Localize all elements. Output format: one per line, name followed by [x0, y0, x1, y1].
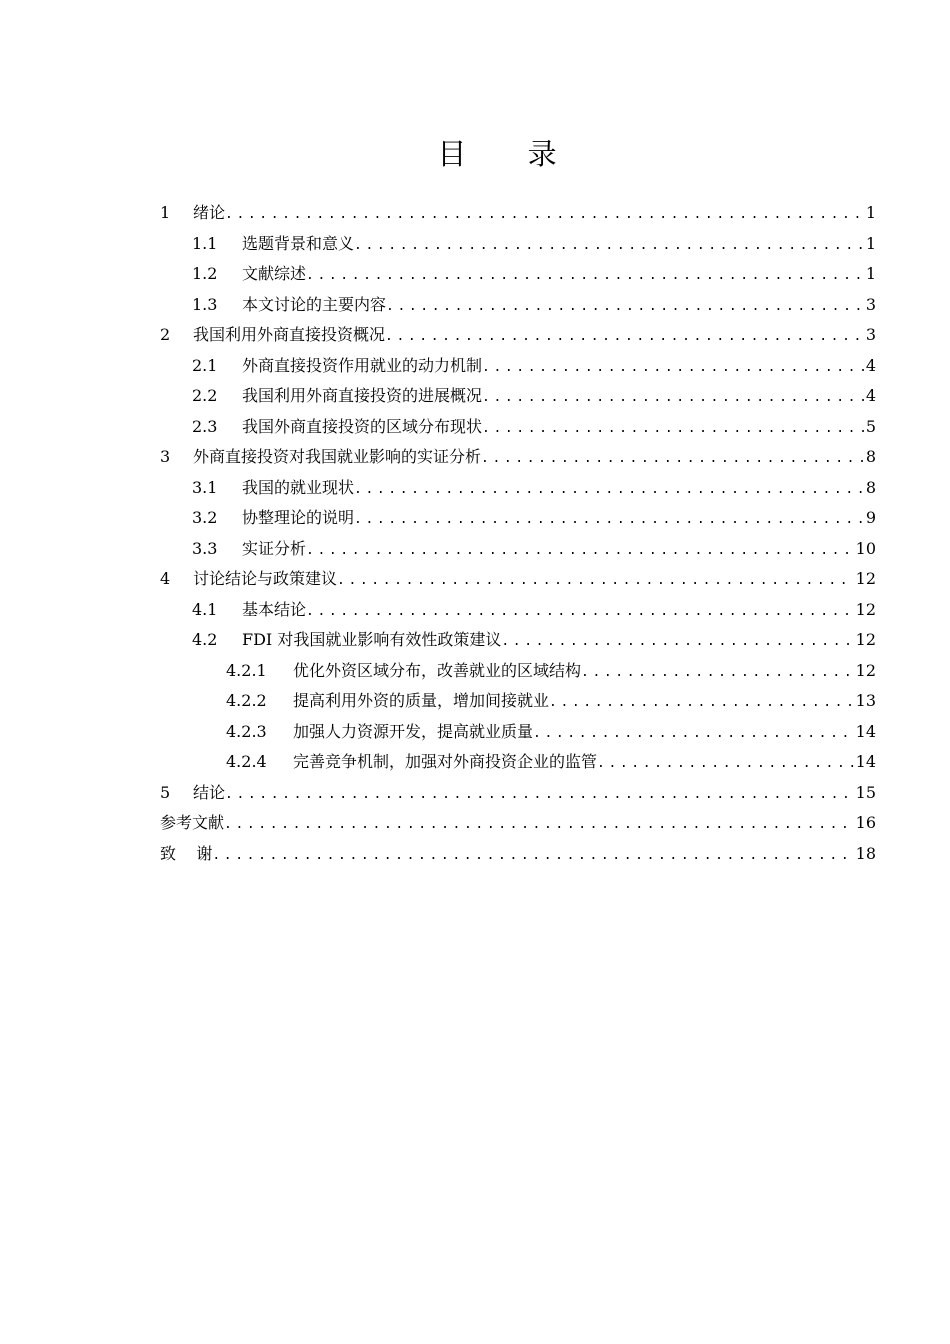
toc-entry-label: 参考文献 [160, 813, 225, 832]
toc-dot-leader [581, 658, 854, 687]
toc-entry-page-number: 18 [855, 843, 876, 863]
toc-entry-page-number: 8 [865, 447, 876, 466]
toc-entry-page-number: 12 [855, 660, 876, 680]
toc-entry-label: 外商直接投资作用就业的动力机制 [242, 355, 483, 375]
toc-entry-number: 4.2 [192, 630, 218, 649]
toc-dot-leader [225, 780, 854, 809]
toc-dot-leader [482, 353, 864, 382]
toc-entry-number: 1 [160, 203, 171, 222]
toc-entry[interactable] [160, 259, 876, 290]
toc-entry-label: 优化外资区域分布，改善就业的区域结构 [293, 660, 582, 680]
toc-dot-leader [385, 322, 864, 351]
toc-entry[interactable] [160, 351, 876, 382]
toc-entry-page-number: 16 [855, 813, 876, 832]
toc-entry[interactable] [160, 229, 876, 260]
toc-entry-number: 4 [160, 569, 171, 588]
toc-entry-page-number: 1 [865, 203, 876, 222]
toc-entry-number: 2.3 [192, 416, 218, 436]
toc-dot-leader [354, 505, 864, 534]
toc-entry-label: 协整理论的说明 [242, 508, 355, 527]
toc-entry-page-number: 1 [865, 233, 876, 253]
toc-entry-page-number: 12 [855, 569, 876, 588]
toc-entry[interactable] [160, 595, 876, 626]
toc-entry-label: 讨论结论与政策建议 [193, 569, 338, 588]
toc-entry[interactable] [160, 198, 876, 229]
toc-entry-page-number: 8 [865, 477, 876, 497]
toc-entry[interactable] [160, 290, 876, 321]
toc-entry[interactable] [160, 503, 876, 534]
toc-entry[interactable] [160, 320, 876, 351]
toc-entry-number: 2.2 [192, 386, 218, 405]
toc-entry-page-number: 12 [855, 630, 876, 649]
toc-entry-page-number: 10 [855, 538, 876, 558]
toc-entry-number: 1.3 [192, 294, 218, 314]
toc-dot-leader [597, 749, 854, 778]
toc-entry-page-number: 15 [855, 782, 876, 802]
toc-entry-number: 3.2 [192, 508, 218, 527]
toc-entry-page-number: 3 [865, 325, 876, 344]
toc-entry[interactable] [160, 625, 876, 656]
toc-entry-page-number: 9 [865, 508, 876, 527]
toc-dot-leader [501, 627, 853, 656]
toc-entry-label: 文献综述 [242, 264, 307, 283]
toc-entry-page-number: 14 [855, 752, 876, 771]
toc-entry-number: 1.1 [192, 233, 218, 253]
toc-entry[interactable] [160, 412, 876, 443]
toc-entry-number: 2 [160, 325, 171, 344]
toc-entry[interactable] [160, 564, 876, 595]
toc-entry-label: 提高利用外资的质量，增加间接就业 [293, 691, 550, 710]
toc-entry-page-number: 4 [865, 386, 876, 405]
toc-entry[interactable] [160, 381, 876, 412]
toc-dot-leader [306, 597, 854, 626]
toc-entry[interactable] [160, 839, 876, 870]
toc-entry[interactable] [160, 442, 876, 473]
toc-entry-label: 结论 [193, 782, 226, 802]
toc-entry-label: 外商直接投资对我国就业影响的实证分析 [193, 447, 482, 466]
toc-entry-label: FDI 对我国就业影响有效性政策建议 [242, 630, 502, 649]
toc-entry-label: 我国利用外商直接投资的进展概况 [242, 386, 483, 405]
toc-entry-page-number: 14 [855, 721, 876, 741]
toc-entry-label: 我国利用外商直接投资概况 [193, 325, 386, 344]
toc-entry-page-number: 12 [855, 599, 876, 619]
toc-entry[interactable] [160, 656, 876, 687]
toc-entry-number: 3.3 [192, 538, 218, 558]
toc-entry[interactable] [160, 717, 876, 748]
toc-title: 目 录 [437, 137, 583, 171]
toc-entry-label: 实证分析 [242, 538, 307, 558]
toc-entry-page-number: 3 [865, 294, 876, 314]
toc-entry-label: 基本结论 [242, 599, 307, 619]
toc-entry-number: 4.1 [192, 599, 218, 619]
toc-list [160, 198, 876, 869]
toc-entry[interactable] [160, 686, 876, 717]
toc-dot-leader [337, 566, 854, 595]
toc-entry[interactable] [160, 808, 876, 839]
toc-dot-leader [533, 719, 854, 748]
toc-entry[interactable] [160, 747, 876, 778]
toc-entry-page-number: 1 [865, 264, 876, 283]
toc-entry-number: 1.2 [192, 264, 218, 283]
toc-dot-leader [482, 414, 864, 443]
toc-dot-leader [212, 841, 853, 870]
toc-entry-label: 我国外商直接投资的区域分布现状 [242, 416, 483, 436]
toc-entry-page-number: 13 [855, 691, 876, 710]
toc-entry-number: 2.1 [192, 355, 218, 375]
toc-entry-label: 我国的就业现状 [242, 477, 355, 497]
toc-entry-page-number: 5 [865, 416, 876, 436]
toc-entry-label: 绪论 [193, 203, 226, 222]
toc-entry[interactable] [160, 534, 876, 565]
toc-entry-number: 3 [160, 447, 171, 466]
toc-entry[interactable] [160, 473, 876, 504]
toc-entry-number: 4.2.1 [226, 660, 267, 680]
toc-dot-leader [306, 536, 854, 565]
toc-entry-label: 致 谢 [160, 843, 213, 863]
toc-dot-leader [481, 444, 864, 473]
toc-entry-number: 4.2.3 [226, 721, 267, 741]
toc-dot-leader [386, 292, 864, 321]
toc-dot-leader [354, 231, 864, 260]
toc-entry[interactable] [160, 778, 876, 809]
toc-entry-number: 5 [160, 782, 171, 802]
toc-entry-label: 本文讨论的主要内容 [242, 294, 387, 314]
toc-entry-label: 加强人力资源开发，提高就业质量 [293, 721, 534, 741]
toc-entry-label: 完善竞争机制，加强对外商投资企业的监管 [293, 752, 598, 771]
toc-dot-leader [224, 810, 854, 839]
toc-dot-leader [225, 200, 864, 229]
toc-dot-leader [549, 688, 854, 717]
toc-entry-page-number: 4 [865, 355, 876, 375]
toc-entry-label: 选题背景和意义 [242, 233, 355, 253]
toc-entry-number: 3.1 [192, 477, 218, 497]
toc-dot-leader [482, 383, 864, 412]
toc-dot-leader [354, 475, 864, 504]
toc-dot-leader [306, 261, 864, 290]
toc-entry-number: 4.2.4 [226, 752, 267, 771]
toc-entry-number: 4.2.2 [226, 691, 267, 710]
